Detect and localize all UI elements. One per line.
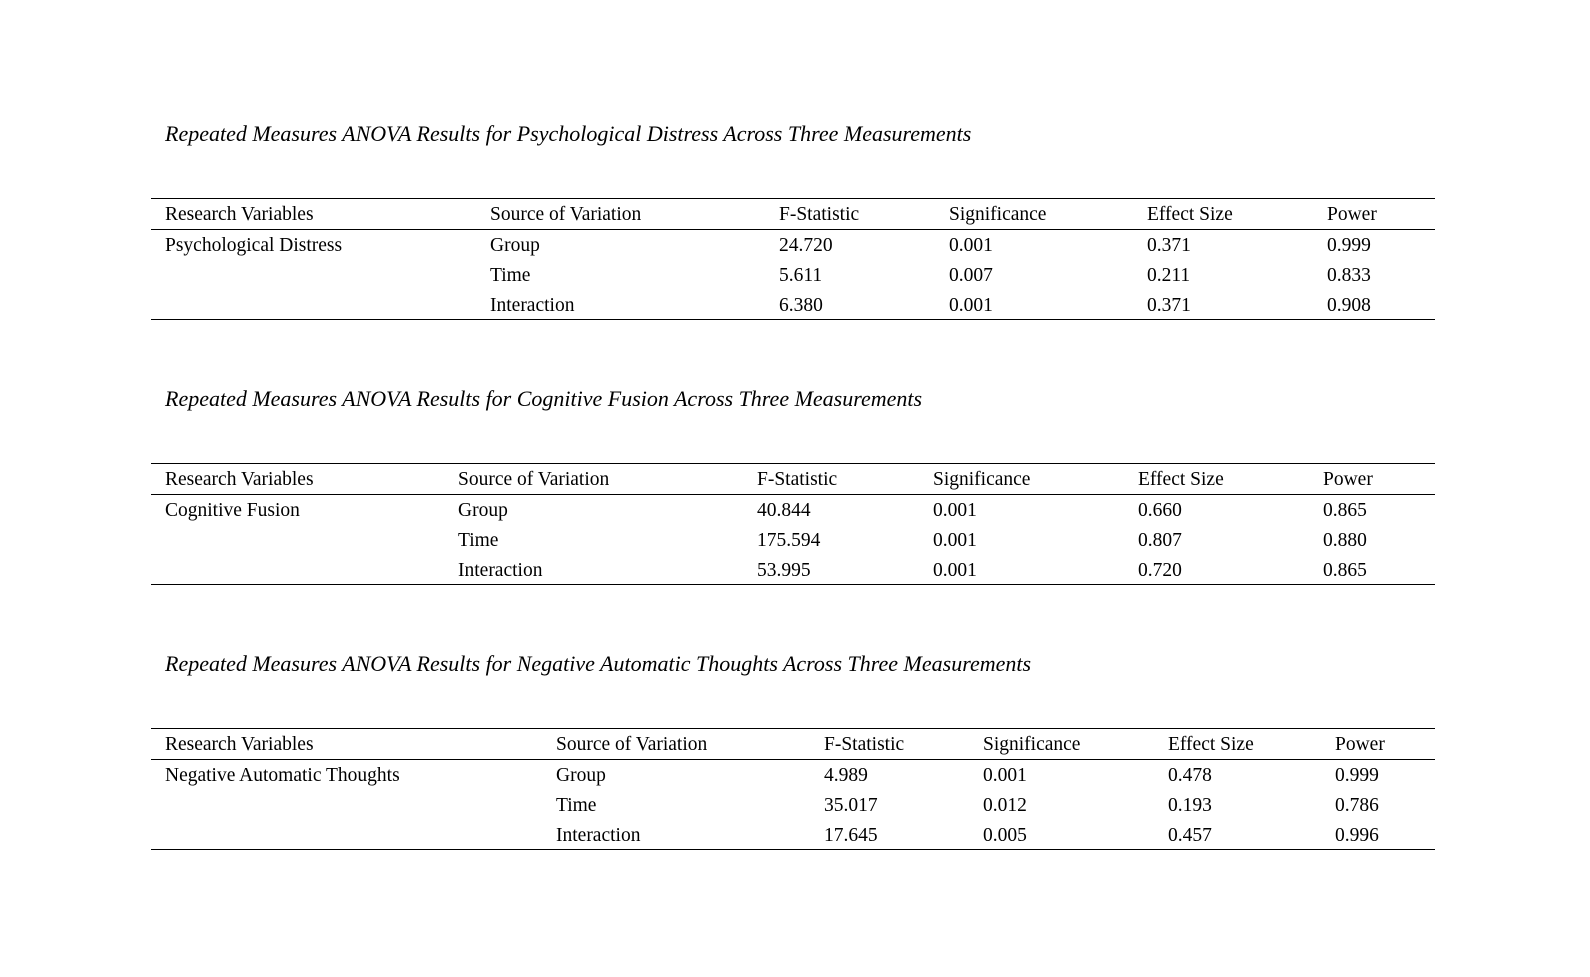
significance-cell: 0.001 (933, 500, 977, 521)
header-source-of-variation: Source of Variation (490, 204, 642, 225)
f-statistic-cell: 40.844 (757, 500, 811, 521)
power-cell: 0.999 (1327, 235, 1371, 256)
effect-size-cell: 0.720 (1138, 560, 1182, 581)
effect-size-cell: 0.807 (1138, 530, 1182, 551)
f-statistic-cell: 6.380 (779, 295, 823, 316)
f-statistic-cell: 175.594 (757, 530, 821, 551)
effect-size-cell: 0.371 (1147, 235, 1191, 256)
power-cell: 0.908 (1327, 295, 1371, 316)
power-cell: 0.833 (1327, 265, 1371, 286)
table-caption: Repeated Measures ANOVA Results for Psychological Distress Across Three Measurements (165, 121, 972, 146)
effect-size-cell: 0.457 (1168, 825, 1212, 846)
header-significance: Significance (983, 734, 1081, 755)
research-variable: Negative Automatic Thoughts (165, 765, 400, 786)
header-significance: Significance (949, 204, 1047, 225)
header-rule (151, 229, 1435, 230)
header-effect-size: Effect Size (1147, 204, 1233, 225)
research-variable: Psychological Distress (165, 235, 343, 256)
header-research-variables: Research Variables (165, 734, 314, 755)
header-power: Power (1335, 734, 1385, 755)
source-cell: Interaction (490, 295, 575, 316)
header-effect-size: Effect Size (1138, 469, 1224, 490)
top-rule (151, 198, 1435, 199)
header-research-variables: Research Variables (165, 469, 314, 490)
header-source-of-variation: Source of Variation (458, 469, 610, 490)
f-statistic-cell: 5.611 (779, 265, 823, 286)
significance-cell: 0.001 (933, 560, 977, 581)
significance-cell: 0.005 (983, 825, 1027, 846)
power-cell: 0.999 (1335, 765, 1379, 786)
bottom-rule (151, 584, 1435, 585)
header-rule (151, 759, 1435, 760)
source-cell: Group (556, 765, 606, 786)
effect-size-cell: 0.660 (1138, 500, 1182, 521)
header-rule (151, 494, 1435, 495)
effect-size-cell: 0.371 (1147, 295, 1191, 316)
table-caption: Repeated Measures ANOVA Results for Cognitive Fusion Across Three Measurements (165, 386, 923, 411)
effect-size-cell: 0.478 (1168, 765, 1212, 786)
significance-cell: 0.001 (949, 295, 993, 316)
power-cell: 0.880 (1323, 530, 1367, 551)
header-f-statistic: F-Statistic (757, 469, 838, 490)
power-cell: 0.865 (1323, 560, 1367, 581)
f-statistic-cell: 24.720 (779, 235, 833, 256)
f-statistic-cell: 35.017 (824, 795, 878, 816)
significance-cell: 0.012 (983, 795, 1027, 816)
f-statistic-cell: 53.995 (757, 560, 811, 581)
bottom-rule (151, 849, 1435, 850)
significance-cell: 0.001 (933, 530, 977, 551)
source-cell: Interaction (458, 560, 543, 581)
power-cell: 0.996 (1335, 825, 1379, 846)
source-cell: Group (490, 235, 540, 256)
header-significance: Significance (933, 469, 1031, 490)
header-f-statistic: F-Statistic (779, 204, 860, 225)
top-rule (151, 728, 1435, 729)
f-statistic-cell: 17.645 (824, 825, 878, 846)
significance-cell: 0.001 (949, 235, 993, 256)
header-research-variables: Research Variables (165, 204, 314, 225)
research-variable: Cognitive Fusion (165, 500, 300, 521)
table-caption: Repeated Measures ANOVA Results for Negative Automatic Thoughts Across Three Measurements (165, 651, 1032, 676)
bottom-rule (151, 319, 1435, 320)
source-cell: Time (458, 530, 499, 551)
source-cell: Time (490, 265, 531, 286)
source-cell: Group (458, 500, 508, 521)
header-power: Power (1327, 204, 1377, 225)
effect-size-cell: 0.193 (1168, 795, 1212, 816)
source-cell: Interaction (556, 825, 641, 846)
f-statistic-cell: 4.989 (824, 765, 868, 786)
top-rule (151, 463, 1435, 464)
power-cell: 0.865 (1323, 500, 1367, 521)
significance-cell: 0.001 (983, 765, 1027, 786)
header-f-statistic: F-Statistic (824, 734, 905, 755)
header-power: Power (1323, 469, 1373, 490)
significance-cell: 0.007 (949, 265, 993, 286)
header-effect-size: Effect Size (1168, 734, 1254, 755)
source-cell: Time (556, 795, 597, 816)
header-source-of-variation: Source of Variation (556, 734, 708, 755)
power-cell: 0.786 (1335, 795, 1379, 816)
effect-size-cell: 0.211 (1147, 265, 1191, 286)
